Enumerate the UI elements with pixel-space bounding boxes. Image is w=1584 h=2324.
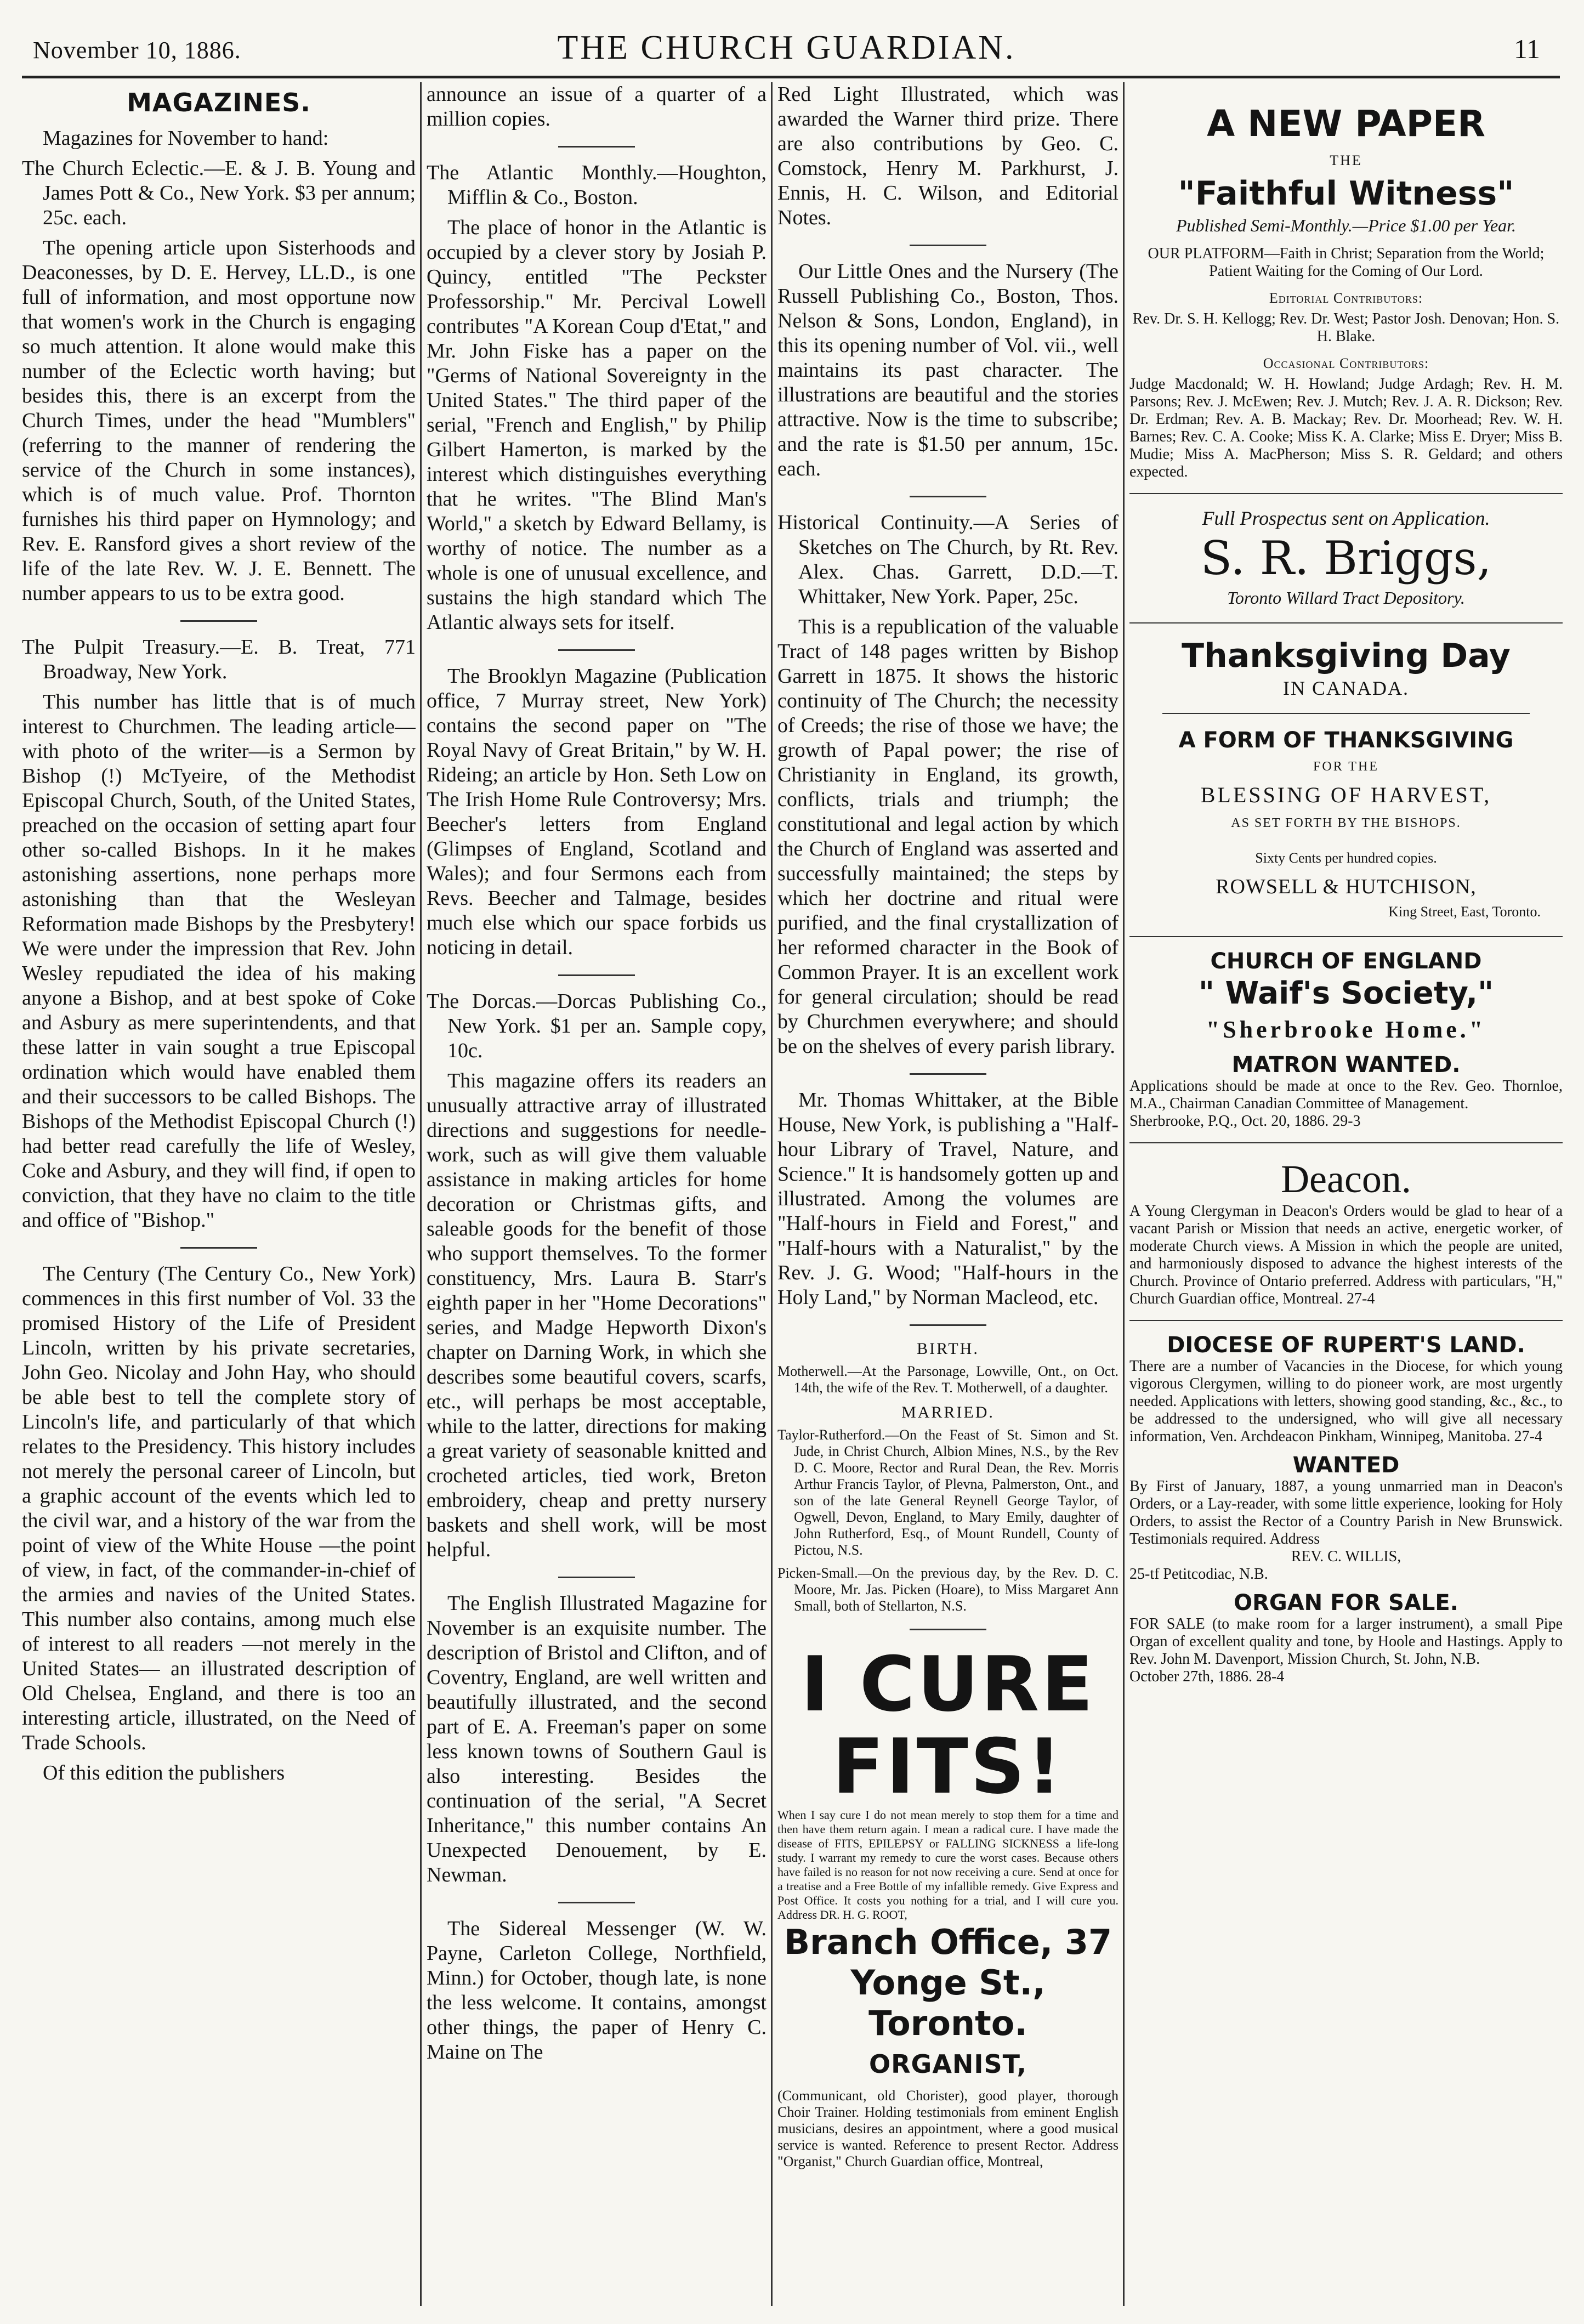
- cure-fits-headline: I CURE FITS!: [800, 1640, 1095, 1811]
- column-2: [427, 82, 767, 2306]
- wanted-place: 25-tf Petitcodiac, N.B.: [1129, 1566, 1268, 1583]
- occasional-list: Judge Macdonald; W. H. Howland; Judge Ardagh; Rev. H. M. Parsons; Rev. J. McEwen; Rev. J. Mutch; Rev. J. A. R. Dickson; Rev. Dr. Erdman; Rev. A. B. Mackay; Rev. Dr. Moorhead; Rev. W. H. Barnes; Rev. C. A. Cooke; Miss K. A. Clarke; Miss E. Dryer; Miss B. Mudie; Miss A. MacPherson; Miss S. R. Geldard; and others expected.: [1129, 376, 1563, 480]
- pulpit-review: This number has little that is of much interest to Churchmen. The leading article—with photo of the writer—is a Sermon by Bishop (!) McTyeire, of the Methodist Episcopal Church, South, of the United States, preached on the occasion of setting apart four other so-called Bishops. In it he makes astonishing assertions, none perhaps more astonishing than that the Wesleyan Reformation made Bishops by the Presbytery! We were under the impression that Rev. John Wesley repudiated the idea of his making anyone a Bishop, and at best spoke of Coke and Asbury as mere superintendents, and that these latter in vain sought a true Episcopal ordination which would have enabled them and their successors to be called Bishops. The Bishops of the Methodist Episcopal Church (!) had better read carefully the life of Wesley, Coke and Asbury, and they will find, if open to conviction, that they have no claim to the title and office of "Bishop.": [22, 690, 416, 1232]
- section-rule: [910, 496, 986, 497]
- century-review: The Century (The Century Co., New York) commences in this first number of Vol. 33 the promised History of the Life of President Lincoln, written by his private secretaries, John Geo. Nicolay and John Hay, who should be able best to tell the complete story of Lincoln's life, and particularly of that which relates to the Presidency. This history includes not merely the personal career of Lincoln, but a graphic account of the events which led to the civil war, and a history of the war from the point of view of the White House —the point of view, in fact, of the commander-in-chief of the armies and navies of the United States. This number also contains, among much else of interest to all readers —not merely in the United States— an illustrated description of Old Chelsea, England, and there is too an interesting article, illustrated, on the Need of Trade Schools.: [22, 1262, 416, 1754]
- sherbrooke-home: "Sherbrooke Home.": [1206, 1016, 1486, 1043]
- platform-text: OUR PLATFORM—Faith in Christ; Separation from the World; Patient Waiting for the Coming of Our Lord.: [1148, 245, 1545, 280]
- historical-source: Historical Continuity.—A Series of Sketches on The Church, by Rt. Rev. Alex. Chas. Garrett, D.D.—T. Whittaker, New York. Paper, 25c.: [777, 511, 1119, 608]
- form-for: FOR THE: [1313, 759, 1379, 774]
- briggs-name: S. R. Briggs,: [1200, 531, 1492, 585]
- sidereal-review: The Sidereal Messenger (W. W. Payne, Carleton College, Northfield, Minn.) for October, though late, is none the less welcome. It contains, amongst other things, the paper of Henry C. Maine on The: [427, 1917, 767, 2064]
- matron-text: Applications should be made at once to the Rev. Geo. Thornloe, M.A., Chairman Canadian Committee of Management.: [1129, 1078, 1563, 1112]
- ad-rule: [1129, 936, 1563, 937]
- column-divider: [771, 82, 773, 2306]
- section-rule: [910, 245, 986, 246]
- editorial-heading: Editorial Contributors:: [1269, 290, 1423, 306]
- ruperts-land-text: There are a number of Vacancies in the Diocese, for which young vigorous Clergymen, willing to do pioneer work, are most urgently needed. Applications with letters, showing good standing, &c., &c., to be addressed to the undersigned, who will give all necessary information, Ven. Archdeacon Pinkham, Winnipeg, Manitoba. 27-4: [1129, 1358, 1563, 1445]
- section-rule: [910, 1629, 986, 1630]
- masthead-rule: [22, 76, 1560, 78]
- prospectus-note: Full Prospectus sent on Application.: [1202, 507, 1490, 529]
- organ-sign: October 27th, 1886. 28-4: [1129, 1668, 1285, 1685]
- column-1: [22, 82, 416, 2306]
- section-rule: [910, 1073, 986, 1075]
- faithful-witness-title: "Faithful Witness": [1178, 174, 1514, 213]
- brooklyn-review: The Brooklyn Magazine (Publication office, 7 Murray street, New York) contains the second paper on "The Royal Navy of Great Britain," by W. H. Rideing; an article by Hon. Seth Low on The Irish Home Rule Controversy; Mrs. Beecher's letters from England (Glimpses of England, Scotland and Wales); and four Sermons each from Revs. Beecher and Talmage, besides much else which our space forbids us noticing in detail.: [427, 665, 767, 959]
- new-paper-heading: A NEW PAPER: [1207, 103, 1485, 145]
- thanksgiving-sub: IN CANADA.: [1283, 677, 1409, 699]
- ad-rule: [1129, 622, 1563, 623]
- atlantic-source: The Atlantic Monthly.—Houghton, Mifflin & Co., Boston.: [427, 161, 767, 209]
- form-set-forth: AS SET FORTH BY THE BISHOPS.: [1231, 816, 1461, 830]
- new-paper-the: THE: [1330, 152, 1362, 168]
- ad-rule: [1162, 713, 1530, 714]
- cure-fits-text: When I say cure I do not mean merely to stop them for a time and then have them return again. I mean a radical cure. I have made the disease of FITS, EPILEPSY or FALLING SICKNESS a life-long study. I warrant my remedy to cure the worst cases. Because others have failed is no reason for not now receiving a cure. Send at once for a treatise and a Free Bottle of my infallible remedy. Give Express and Post Office. It costs you nothing for a trial, and I will cure you. Address DR. H. G. ROOT,: [777, 1808, 1119, 1921]
- waifs-society-title: " Waif's Society,": [1198, 976, 1494, 1011]
- column-divider: [1123, 82, 1125, 2306]
- section-rule: [558, 974, 635, 976]
- whittaker-review: Mr. Thomas Whittaker, at the Bible House, New York, is publishing a "Half-hour Library of Travel, Nature, and Science." It is handsomely gotten up and illustrated. Among the volumes are "Half-hours in Field and Forest," and "Half-hours with a Naturalist," by the Rev. J. G. Wood; "Half-hours in the Holy Land," by Norman Macleod, etc.: [777, 1089, 1119, 1309]
- matron-sign: Sherbrooke, P.Q., Oct. 20, 1886. 29-3: [1129, 1113, 1361, 1130]
- section-rule: [180, 620, 257, 622]
- married-heading: MARRIED.: [901, 1403, 995, 1421]
- issue-date: November 10, 1886.: [33, 37, 241, 64]
- matron-wanted-heading: MATRON WANTED.: [1231, 1052, 1461, 1078]
- waifs-church-heading: CHURCH OF ENGLAND: [1210, 949, 1482, 974]
- notices: [777, 1339, 1119, 1614]
- editorial-list: Rev. Dr. S. H. Kellogg; Rev. Dr. West; Pastor Josh. Denovan; Hon. S. H. Blake.: [1132, 310, 1560, 345]
- wanted-text: By First of January, 1887, a young unmarried man in Deacon's Orders, or a Lay-reader, with some little experience, looking for Holy Orders, to assist the Rector of a Country Parish in New Brunswick. Testimonials required. Address: [1129, 1478, 1563, 1548]
- dorcas-source: The Dorcas.—Dorcas Publishing Co., New York. $1 per an. Sample copy, 10c.: [427, 990, 767, 1062]
- page-number: 11: [1513, 33, 1540, 64]
- sidereal-continued: Red Light Illustrated, which was awarded the Warner third prize. There are also contributions by Geo. C. Comstock, Henry M. Parkhurst, J. Ennis, H. C. Wilson, and Editorial Notes.: [777, 83, 1119, 229]
- masthead: [22, 26, 1551, 73]
- occasional-heading: Occasional Contributors:: [1263, 355, 1429, 371]
- birth-notice: Motherwell.—At the Parsonage, Lowville, Ont., on Oct. 14th, the wife of the Rev. T. Motherwell, of a daughter.: [777, 1363, 1119, 1396]
- deacon-text: A Young Clergyman in Deacon's Orders would be glad to hear of a vacant Parish or Mission that needs an active, energetic worker, of moderate Church views. A Mission in which the people are united, and harmoniously disposed to advance the highest interests of the Church. Province of Ontario preferred. Address with particulars, "H," Church Guardian office, Montreal. 27-4: [1129, 1203, 1563, 1307]
- ad-rule: [1129, 1142, 1563, 1143]
- eclectic-source: The Church Eclectic.—E. & J. B. Young and James Pott & Co., New York. $3 per annum; 25c. each.: [22, 157, 416, 229]
- ruperts-land-heading: DIOCESE OF RUPERT'S LAND.: [1167, 1333, 1525, 1358]
- century-continued: announce an issue of a quarter of a million copies.: [427, 83, 767, 131]
- form-price: Sixty Cents per hundred copies.: [1255, 850, 1437, 866]
- section-rule: [558, 1577, 635, 1578]
- organ-text: FOR SALE (to make room for a larger instrument), a small Pipe Organ of excellent quality and tone, by Hoole and Hastings. Apply to Rev. John M. Davenport, Mission Church, St. John, N.B.: [1129, 1616, 1563, 1668]
- column-4-advertisements: [1129, 82, 1563, 2306]
- blessing-of-harvest: BLESSING OF HARVEST,: [1200, 783, 1492, 807]
- eclectic-review: The opening article upon Sisterhoods and Deaconesses, by D. E. Hervey, LL.D., is one full of information, and most opportune now that women's work in the Church is engaging so much attention. It alone would make this number of the Eclectic worth having; but besides this, there is an excerpt from the Church Times, under the head "Mumblers" (referring to the manner of rendering the service of the Church in some instances), which is of much value. Prof. Thornton furnishes his third paper on Hymnology; and Rev. E. Ransford gives a short review of the life of the late Rev. W. J. E. Bennett. The number appears to us to be extra good.: [22, 236, 416, 605]
- historical-review: This is a republication of the valuable Tract of 148 pages written by Bishop Garrett in 1875. It shows the historic continuity of The Church; the necessity of Creeds; the rise of those we have; the growth of Papal power; the rise of Christianity in England, its growth, conflicts, trials and triumph; the constitutional and legal action by which the Church of England was asserted and successfully maintained; the steps by which her doctrine and ritual were purified, and the final crystallization of her reformed character in the Book of Common Prayer. It is an excellent work for general circulation; should be read by Churchmen everywhere; and should be on the shelves of every parish library.: [777, 615, 1119, 1058]
- wanted-heading: WANTED: [1292, 1453, 1400, 1478]
- rowsell-hutchison: ROWSELL & HUTCHISON,: [1216, 875, 1477, 898]
- thanksgiving-heading: Thanksgiving Day: [1182, 637, 1511, 675]
- marriage-notice: Picken-Small.—On the previous day, by the Rev. D. C. Moore, Mr. Jas. Picken (Hoare), to Miss Margaret Ann Small, both of Stellarton, N.S.: [777, 1565, 1119, 1614]
- english-illustrated-review: The English Illustrated Magazine for November is an exquisite number. The description of Bristol and Clifton, and of Coventry, England, are well written and beautifully illustrated, and the second part of E. A. Freeman's paper on some less known towns of Southern Gaul is also interesting. Besides the continuation of the serial, "A Secret Inheritance," this number contains An Unexpected Denouement, by E. Newman.: [427, 1592, 767, 1886]
- magazines-heading: MAGAZINES.: [127, 88, 311, 117]
- birth-heading: BIRTH.: [917, 1340, 979, 1358]
- section-rule: [558, 1902, 635, 1903]
- column-3: [777, 82, 1119, 2306]
- dorcas-review: This magazine offers its readers an unusually attractive array of illustrated directions and suggestions for needle-work, such as will give them valuable assistance in making articles for home decoration or Christmas gifts, and saleable goods for the benefit of those who support themselves. To the former constituency, Mrs. Laura B. Starr's eighth paper in her "Home Decorations" series, and Madge Hepworth Dixon's chapter on Darning Work, in which she describes some beautiful covers, scarfs, etc., will perhaps be most acceptable, while to the latter, directions for making a great variety of seasonable knitted and crocheted articles, tied work, Breton embroidery, cheap and pretty nursery baskets and shell work, will be most helpful.: [427, 1069, 767, 1561]
- marriage-notice: Taylor-Rutherford.—On the Feast of St. Simon and St. Jude, in Christ Church, Albion Mines, N.S., by the Rev D. C. Moore, Rector and Rural Dean, the Rev. Morris Arthur Francis Taylor, of Plevna, Palmerston, Ont., and son of the late General Reynell George Taylor, of Ogwell, Devon, England, to Mary Emily, daughter of John Rutherford, Esq., of Mount Rundell, County of Pictou, N.S.: [777, 1427, 1119, 1558]
- ad-rule: [1129, 493, 1563, 494]
- organist-heading: ORGANIST,: [869, 2049, 1027, 2079]
- little-ones-review: Our Little Ones and the Nursery (The Russell Publishing Co., Boston, Thos. Nelson & Sons, London, England), in this its opening number of Vol. vii., well maintains its past character. The illustrations are beautiful and the stories attractive. Now is the time to subscribe; and the rate is $1.50 per annum, 15c. each.: [777, 260, 1119, 480]
- column-divider: [420, 82, 422, 2306]
- form-of-thanksgiving-heading: A FORM OF THANKSGIVING: [1178, 728, 1514, 753]
- pulpit-source: The Pulpit Treasury.—E. B. Treat, 771 Broadway, New York.: [22, 636, 416, 683]
- newspaper-title: THE CHURCH GUARDIAN.: [557, 29, 1016, 66]
- briggs-depository: Toronto Willard Tract Depository.: [1227, 588, 1465, 608]
- magazines-intro: Magazines for November to hand:: [43, 127, 329, 150]
- faithful-witness-price: Published Semi-Monthly.—Price $1.00 per Year.: [1176, 216, 1517, 235]
- atlantic-review: The place of honor in the Atlantic is occupied by a clever story by Josiah P. Quincy, entitled "The Peckster Professorship." Mr. Percival Lowell contributes "A Korean Coup d'Etat," and Mr. John Fiske has a paper on the "Germs of National Sovereignty in the United States." The third paper of the serial, "French and English," by Philip Gilbert Hamerton, is marked by the interest which distinguishes everything that he writes. "The Blind Man's World," a sketch by Edward Bellamy, is worthy of notice. The number as a whole is one of unusual excellence, and sustains the high standard which The Atlantic always sets for itself.: [427, 216, 767, 634]
- section-rule: [558, 146, 635, 148]
- ad-rule: [1129, 1320, 1563, 1321]
- wanted-sign: REV. C. WILLIS,: [1291, 1548, 1401, 1565]
- rowsell-address: King Street, East, Toronto.: [1388, 904, 1541, 920]
- organ-for-sale-heading: ORGAN FOR SALE.: [1234, 1590, 1458, 1616]
- section-rule: [558, 649, 635, 651]
- organist-text: (Communicant, old Chorister), good player, thorough Choir Trainer. Holding testimonials from eminent English musicians, desires an appointment, where a good musical service is wanted. Reference to present Rector. Address "Organist," Church Guardian office, Montreal,: [777, 2088, 1119, 2169]
- deacon-heading: Deacon.: [1281, 1157, 1411, 1201]
- section-rule: [180, 1247, 257, 1249]
- century-review-tail: Of this edition the publishers: [43, 1761, 285, 1784]
- cure-fits-address: Branch Office, 37 Yonge St., Toronto.: [784, 1922, 1112, 2043]
- section-rule: [910, 1324, 986, 1326]
